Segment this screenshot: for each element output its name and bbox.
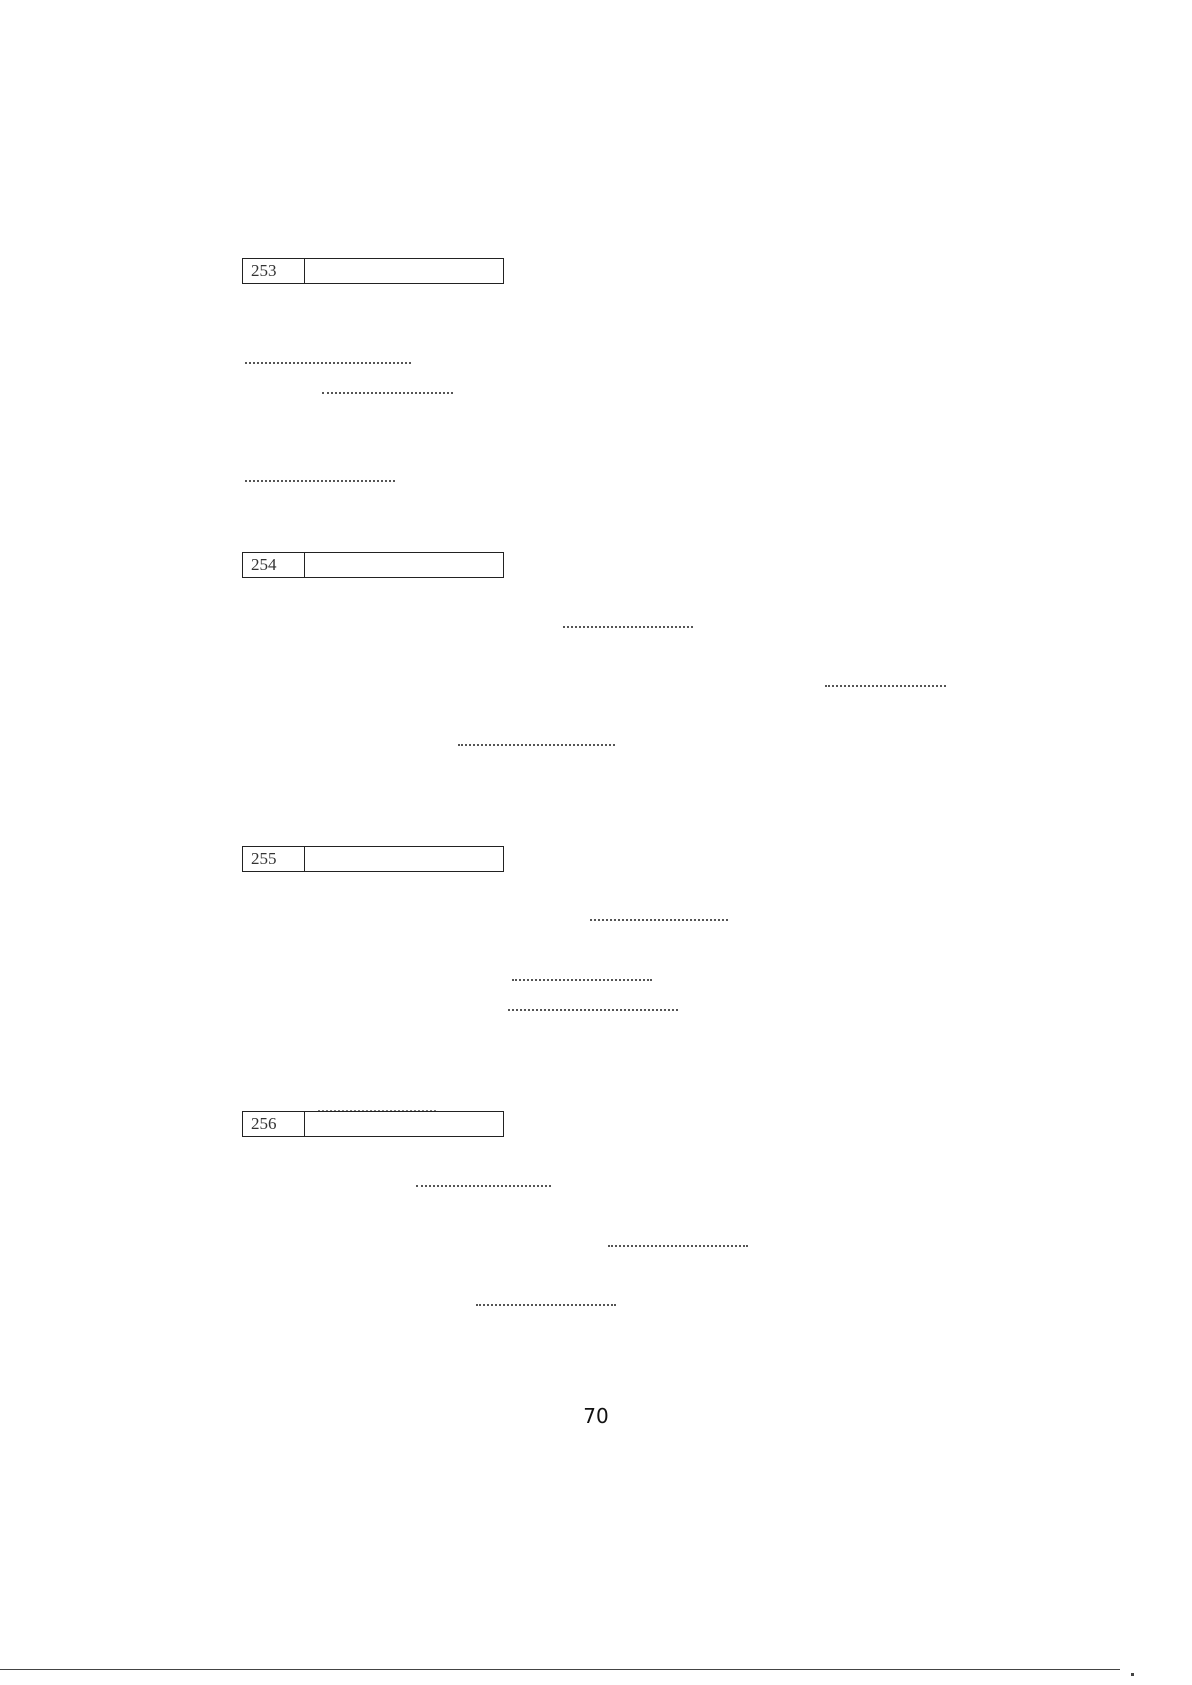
edge-mark (1131, 1673, 1134, 1676)
answer-dotted-line[interactable] (512, 975, 652, 981)
answer-dotted-line[interactable] (245, 358, 411, 364)
page-number: 70 (583, 1404, 609, 1428)
question-number: 253 (243, 259, 305, 283)
question-box-256 (242, 1111, 504, 1137)
answer-box[interactable] (305, 553, 503, 577)
question-box-254 (242, 552, 504, 578)
question-number: 256 (243, 1112, 305, 1136)
question-box-253 (242, 258, 504, 284)
answer-dotted-line[interactable] (476, 1300, 616, 1306)
footer-rule (0, 1669, 1120, 1670)
answer-dotted-line[interactable] (322, 388, 453, 394)
question-box-255 (242, 846, 504, 872)
answer-dotted-line[interactable] (608, 1241, 748, 1247)
answer-dotted-line[interactable] (563, 622, 693, 628)
question-number: 255 (243, 847, 305, 871)
answer-box[interactable] (305, 259, 503, 283)
answer-dotted-line[interactable] (458, 740, 615, 746)
answer-dotted-line[interactable] (508, 1005, 678, 1011)
answer-dotted-line[interactable] (245, 476, 395, 482)
answer-dotted-line[interactable] (416, 1181, 551, 1187)
answer-dotted-line[interactable] (825, 681, 946, 687)
question-number: 254 (243, 553, 305, 577)
answer-box[interactable] (305, 1112, 503, 1136)
answer-box[interactable] (305, 847, 503, 871)
answer-dotted-line[interactable] (590, 915, 728, 921)
